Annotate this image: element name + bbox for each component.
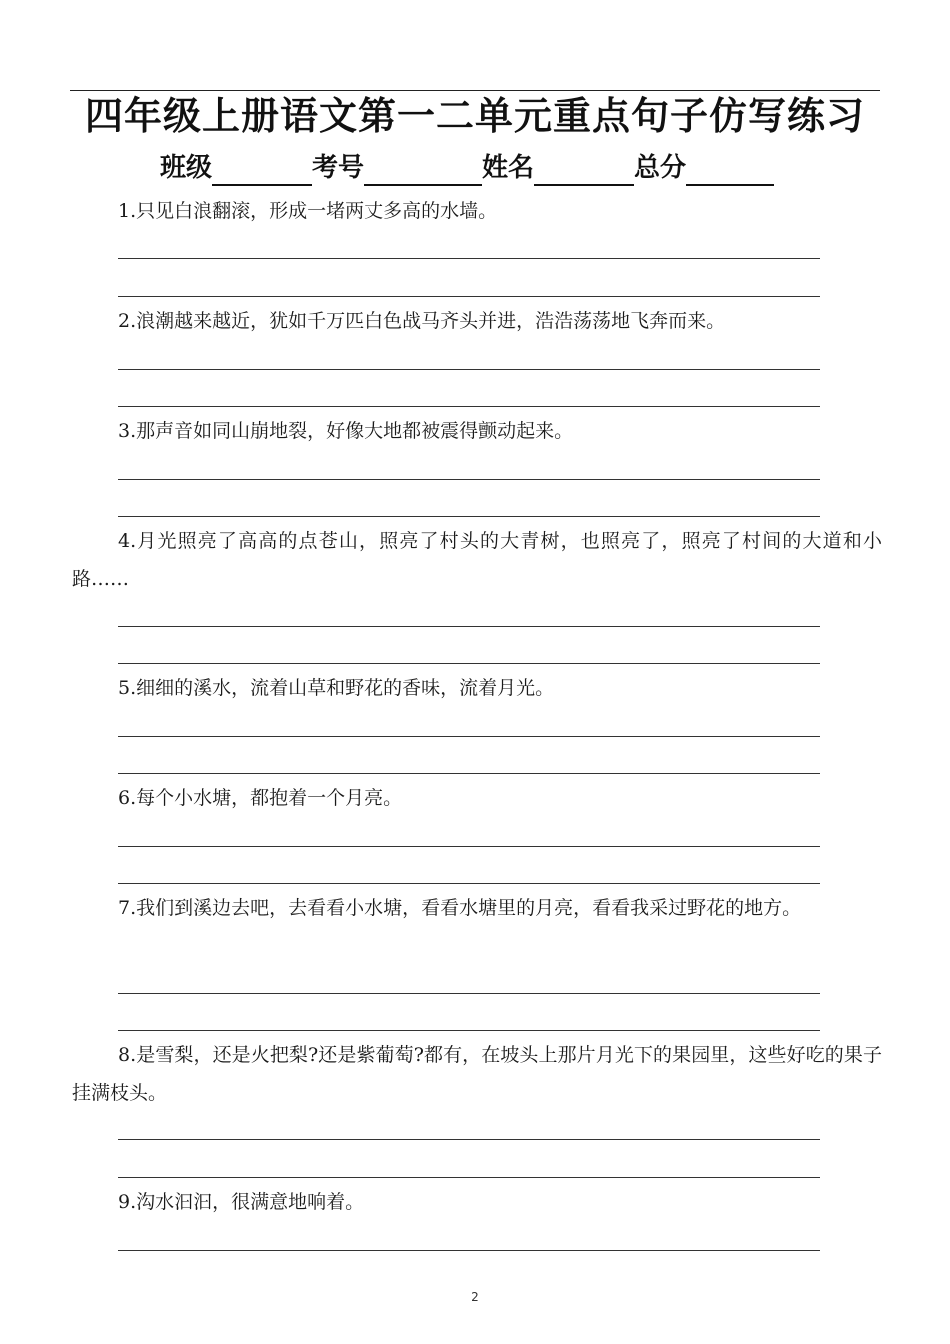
answer-line-2a[interactable] (118, 369, 820, 370)
question-8 (72, 1036, 882, 1112)
question-text: 细细的溪水，流着山草和野花的香味，流着月光。 (136, 677, 555, 699)
question-4 (72, 522, 882, 598)
class-label: 班级 (160, 153, 213, 183)
answer-line-1b[interactable] (118, 296, 820, 297)
answer-line-9a[interactable] (118, 1250, 820, 1251)
answer-line-4a[interactable] (118, 626, 820, 627)
question-5 (118, 669, 554, 707)
question-number: 3. (118, 420, 137, 442)
answer-line-5b[interactable] (118, 773, 820, 774)
exam-number-label: 考号 (312, 153, 365, 183)
question-9 (118, 1183, 364, 1221)
question-text: 是雪梨，还是火把梨?还是紫葡萄?都有，在坡头上那片月光下的果园里，这些好吃的果子挂满枝头。 (72, 1044, 882, 1104)
answer-line-8a[interactable] (118, 1139, 820, 1140)
question-text: 月光照亮了高高的点苍山，照亮了村头的大青树，也照亮了，照亮了村间的大道和小路…… (72, 530, 882, 590)
exam-number-field[interactable] (364, 154, 482, 186)
question-number: 2. (118, 310, 137, 332)
page-number: 2 (471, 1290, 479, 1304)
question-7 (72, 889, 882, 927)
name-label: 姓名 (482, 153, 535, 183)
page-title: 四年级上册语文第一二单元重点句子仿写练习 (84, 94, 865, 138)
answer-line-7a[interactable] (118, 993, 820, 994)
answer-line-2b[interactable] (118, 406, 820, 407)
student-info-row (160, 146, 774, 186)
answer-line-5a[interactable] (118, 736, 820, 737)
answer-line-7b[interactable] (118, 1030, 820, 1031)
answer-line-6a[interactable] (118, 846, 820, 847)
question-number: 7. (118, 897, 137, 919)
question-text: 浪潮越来越近，犹如千万匹白色战马齐头并进，浩浩荡荡地飞奔而来。 (136, 310, 726, 332)
question-number: 5. (118, 677, 137, 699)
answer-line-3a[interactable] (118, 479, 820, 480)
question-1 (118, 192, 497, 230)
question-text: 我们到溪边去吧，去看看小水塘，看看水塘里的月亮，看看我采过野花的地方。 (136, 897, 802, 919)
question-number: 4. (118, 530, 137, 552)
question-text: 只见白浪翻滚，形成一堵两丈多高的水墙。 (136, 200, 498, 222)
header-rule (70, 90, 880, 91)
answer-line-1a[interactable] (118, 258, 820, 259)
question-2 (118, 302, 725, 340)
class-field[interactable] (212, 154, 312, 186)
answer-line-4b[interactable] (118, 663, 820, 664)
name-field[interactable] (534, 154, 634, 186)
question-3 (118, 412, 573, 450)
question-text: 每个小水塘，都抱着一个月亮。 (136, 787, 403, 809)
score-field[interactable] (686, 154, 774, 186)
question-text: 那声音如同山崩地裂，好像大地都被震得颤动起来。 (136, 420, 574, 442)
question-number: 1. (118, 200, 137, 222)
question-text: 沟水汩汩，很满意地响着。 (136, 1191, 365, 1213)
answer-line-3b[interactable] (118, 516, 820, 517)
question-6 (118, 779, 402, 817)
question-number: 6. (118, 787, 137, 809)
answer-line-6b[interactable] (118, 883, 820, 884)
score-label: 总分 (634, 153, 687, 183)
answer-line-8b[interactable] (118, 1177, 820, 1178)
question-number: 9. (118, 1191, 137, 1213)
question-number: 8. (118, 1044, 137, 1066)
